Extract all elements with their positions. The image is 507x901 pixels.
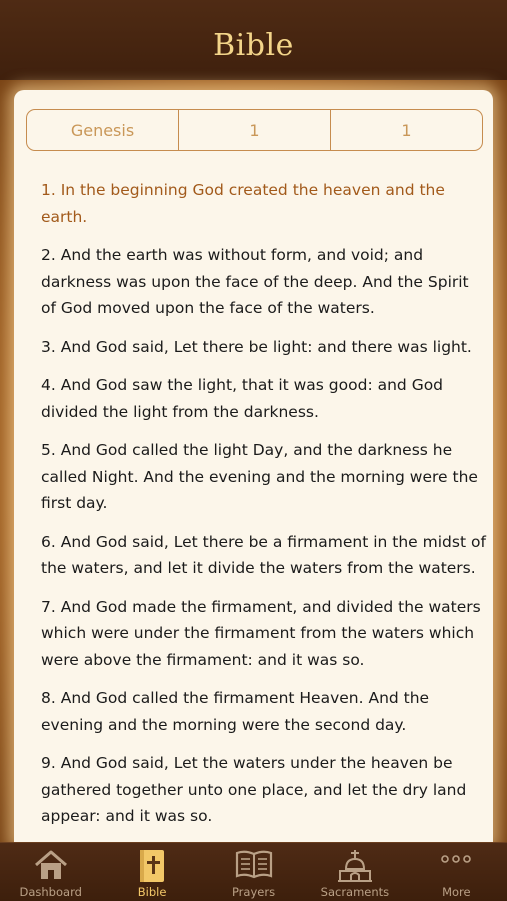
tab-more-label: More [442, 885, 471, 899]
verse-3[interactable]: 3. And God said, Let there be light: and there was light. [41, 337, 472, 356]
tab-dashboard-label: Dashboard [19, 885, 82, 899]
tab-sacraments-label: Sacraments [320, 885, 390, 899]
tab-dashboard[interactable] [0, 843, 101, 901]
verse-5[interactable]: 5. And God called the light Day, and the darkness he called Night. And the evening and the morning were the first day. [41, 441, 478, 512]
verse-list [41, 177, 487, 842]
bible-page[interactable] [14, 90, 493, 842]
more-dots-icon [439, 849, 473, 869]
verse-4[interactable]: 4. And God saw the light, that it was good: and God divided the light from the darkness. [41, 376, 444, 421]
verse-8[interactable]: 8. And God called the firmament Heaven. And the evening and the morning were the second day. [41, 689, 430, 734]
tab-more[interactable] [406, 843, 507, 901]
tab-bible[interactable] [101, 843, 202, 901]
content-frame [0, 80, 507, 842]
church-icon [336, 849, 374, 883]
tab-bar [0, 842, 507, 901]
verse-9[interactable]: 9. And God said, Let the waters under the heaven be gathered together unto one place, and let the dry land appear: and it was so. [41, 754, 467, 825]
book-selector[interactable]: Genesis [70, 120, 135, 140]
passage-selector [26, 109, 483, 151]
verse-2[interactable]: 2. And the earth was without form, and void; and darkness was upon the face of the deep. And the Spirit of God moved upon the face of the waters. [41, 246, 469, 317]
home-icon [33, 849, 69, 881]
verse-7[interactable]: 7. And God made the firmament, and divided the waters which were under the firmament from the waters which were above the firmament: and it was so. [41, 597, 481, 669]
navigation-bar [0, 0, 507, 80]
bible-icon [137, 849, 167, 883]
chapter-selector[interactable]: 1 [178, 110, 330, 150]
tab-prayers[interactable] [203, 843, 304, 901]
tab-bible-label: Bible [137, 885, 167, 899]
verse-1[interactable]: 1. In the beginning God created the heaven and the earth. [41, 181, 445, 226]
page-title: Bible [213, 28, 294, 63]
verse-selector[interactable]: 1 [330, 110, 482, 150]
tab-prayers-label: Prayers [231, 885, 276, 899]
tab-sacraments[interactable] [304, 843, 405, 901]
open-book-icon [235, 849, 273, 879]
verse-6[interactable]: 6. And God said, Let there be a firmament in the midst of the waters, and let it divide the waters from the waters. [41, 532, 486, 577]
